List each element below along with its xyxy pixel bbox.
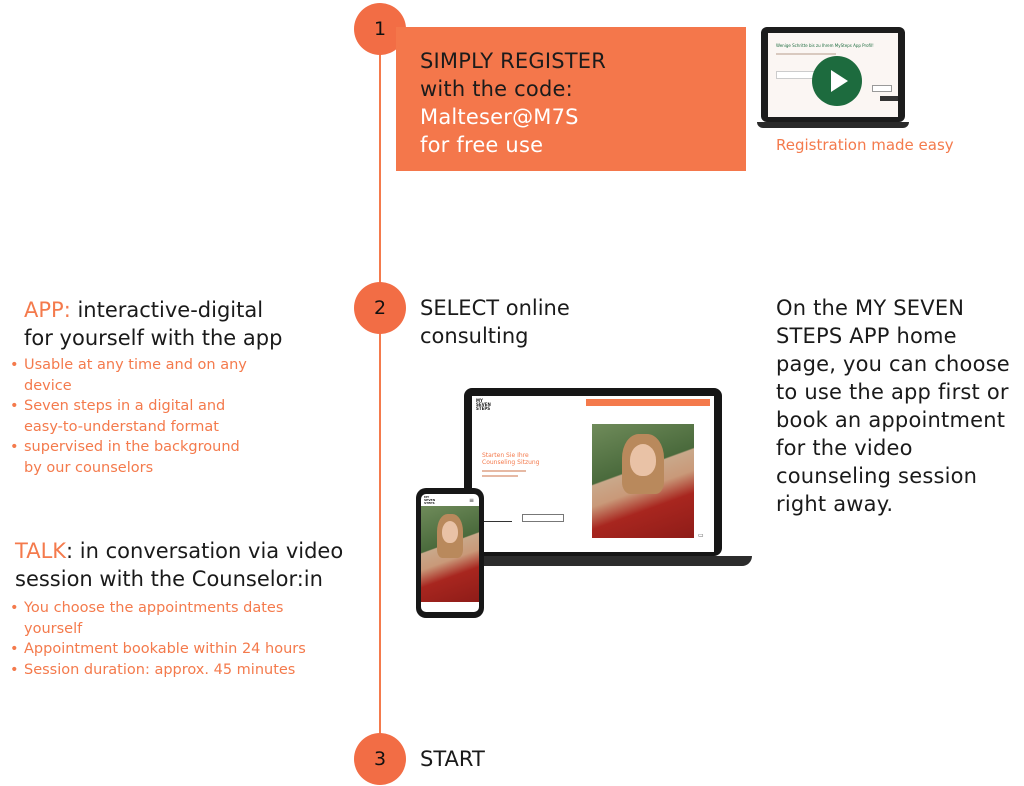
step-1-number: 1 bbox=[373, 18, 387, 40]
register-box bbox=[396, 27, 746, 171]
home-description bbox=[776, 294, 1010, 518]
list-item: yourself bbox=[24, 620, 83, 637]
nav-bar bbox=[586, 399, 710, 406]
brand-logo: MY SEVEN STEPS bbox=[476, 398, 491, 411]
select-line2: consulting bbox=[420, 324, 529, 348]
phone-portrait-face bbox=[442, 521, 458, 543]
talk-label: TALK bbox=[15, 539, 67, 563]
play-button[interactable] bbox=[812, 56, 862, 106]
hero-text-line bbox=[482, 470, 526, 472]
home-line: right away. bbox=[776, 492, 894, 516]
hero-text-line bbox=[482, 475, 518, 477]
list-item: device bbox=[24, 377, 72, 394]
list-item: by our counselors bbox=[24, 459, 154, 476]
list-item: • Session duration: approx. 45 minutes bbox=[2, 660, 306, 681]
register-line4: for free use bbox=[420, 133, 544, 157]
chat-icon: ▭ bbox=[698, 532, 704, 539]
list-item: • Appointment bookable within 24 hours bbox=[2, 639, 306, 660]
list-item: • Usable at any time and on any bbox=[2, 355, 247, 376]
hero-headline: Starten Sie Ihre Counseling Sitzung bbox=[482, 452, 540, 466]
select-heading bbox=[420, 294, 570, 350]
menu-icon: ≡ bbox=[469, 497, 475, 504]
home-line: On the MY SEVEN bbox=[776, 296, 965, 320]
app-label: APP: bbox=[24, 298, 71, 322]
list-item: • supervised in the background bbox=[2, 437, 247, 458]
app-laptop-base bbox=[440, 556, 752, 566]
register-code: Malteser@M7S bbox=[420, 105, 579, 129]
registration-screen-title: Wenige Schritte bis zu Ihrem MySteps App Profil! bbox=[776, 43, 874, 48]
book-button bbox=[522, 514, 564, 522]
talk-title-line2: session with the Counselor:in bbox=[15, 567, 323, 591]
app-title bbox=[24, 296, 282, 324]
app-title-line2: for yourself with the app bbox=[24, 326, 283, 350]
register-line1: SIMPLY REGISTER bbox=[420, 49, 607, 73]
register-line2: with the code: bbox=[420, 77, 573, 101]
registration-caption: Registration made easy bbox=[776, 136, 954, 154]
talk-title-rest: : in conversation via video bbox=[66, 539, 344, 563]
play-icon bbox=[831, 70, 848, 92]
screen-submit bbox=[880, 96, 898, 101]
timeline-line bbox=[379, 24, 381, 764]
list-item: • Seven steps in a digital and bbox=[2, 396, 247, 417]
talk-bullets bbox=[2, 598, 306, 680]
app-title-rest: interactive-digital bbox=[70, 298, 264, 322]
home-line: STEPS APP home bbox=[776, 324, 957, 348]
home-line: counseling session bbox=[776, 464, 978, 488]
list-item: easy-to-understand format bbox=[24, 418, 219, 435]
app-bullets bbox=[2, 355, 247, 478]
counselor-photo bbox=[592, 424, 694, 538]
home-line: book an appointment bbox=[776, 408, 1006, 432]
home-line: to use the app first or bbox=[776, 380, 1009, 404]
select-line1: SELECT online bbox=[420, 296, 570, 320]
start-label: START bbox=[420, 747, 485, 771]
call-link bbox=[484, 516, 512, 522]
step-3-badge bbox=[354, 733, 406, 785]
home-line: for the video bbox=[776, 436, 913, 460]
screen-button bbox=[872, 85, 892, 92]
phone-screen bbox=[421, 494, 479, 612]
app-laptop-screen bbox=[472, 396, 714, 552]
list-item: • You choose the appointments dates bbox=[2, 598, 306, 619]
home-line: page, you can choose bbox=[776, 352, 1010, 376]
step-2-badge bbox=[354, 282, 406, 334]
registration-laptop-base bbox=[757, 122, 909, 128]
phone-brand-logo: MY SEVEN STEPS bbox=[424, 495, 436, 505]
portrait-face bbox=[630, 444, 656, 476]
talk-section bbox=[15, 537, 343, 593]
step-2-number: 2 bbox=[373, 297, 387, 319]
app-section bbox=[24, 296, 282, 352]
screen-text-line bbox=[776, 53, 836, 55]
talk-title bbox=[15, 537, 343, 565]
step-3-number: 3 bbox=[373, 748, 387, 770]
phone-counselor-photo bbox=[421, 506, 479, 602]
